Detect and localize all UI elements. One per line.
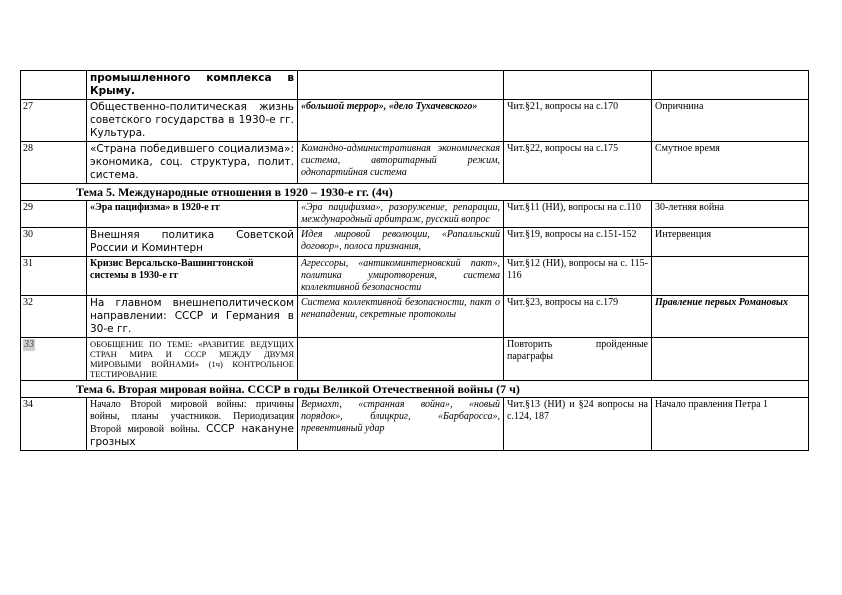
lesson-homework: Чит.§11 (НИ), вопросы на с.110	[504, 201, 652, 228]
table-row	[21, 398, 809, 451]
lesson-terms: Агрессоры, «антикоминтерновский пакт», политика умиротворения, система коллективной безопасности	[298, 257, 504, 296]
lesson-number: 28	[21, 142, 87, 184]
table-row	[21, 257, 809, 296]
lesson-terms: «большой террор», «дело Тухачевского»	[298, 100, 504, 142]
lesson-number: 33	[24, 339, 34, 350]
lesson-number: 32	[21, 296, 87, 338]
lesson-terms: «Эра пацифизма», разоружение, репарации, международный арбитраж, русский вопрос	[298, 201, 504, 228]
lesson-extra	[652, 257, 809, 296]
table-row	[21, 100, 809, 142]
table-row	[21, 338, 809, 381]
document-page	[20, 70, 808, 451]
lesson-homework: Чит.§12 (НИ), вопросы на с. 115-116	[504, 257, 652, 296]
lesson-number: 27	[21, 100, 87, 142]
lesson-number: 34	[21, 398, 87, 451]
lesson-extra	[652, 338, 809, 381]
lesson-extra: Интервенция	[652, 228, 809, 257]
table-row	[21, 296, 809, 338]
lesson-terms: Вермахт, «странная война», «новый порядок», блицкриг, «Барбаросса», превентивный удар	[298, 398, 504, 451]
lesson-topic: На главном внешнеполитическом направлении: СССР и Германия в 30-е гг.	[87, 296, 298, 338]
lesson-topic: промышленного комплекса в Крыму.	[87, 71, 298, 100]
lesson-homework: Чит.§21, вопросы на с.170	[504, 100, 652, 142]
lesson-number	[21, 71, 87, 100]
lesson-topic-line: СССР накануне грозных	[90, 423, 294, 448]
lesson-extra	[652, 71, 809, 100]
lesson-extra: Правление первых Романовых	[652, 296, 809, 338]
lesson-homework: Чит.§13 (НИ) и §24 вопросы на с.124, 187	[504, 398, 652, 451]
lesson-terms: Система коллективной безопасности, пакт о ненападении, секретные протоколы	[298, 296, 504, 338]
lesson-terms: Командно-административная экономическая система, авторитарный режим, однопартийная система	[298, 142, 504, 184]
theme-heading: Тема 5. Международные отношения в 1920 – 1930-е гг. (4ч)	[21, 184, 809, 201]
lesson-topic: Общественно-политическая жизнь советского государства в 1930-е гг. Культура.	[87, 100, 298, 142]
lesson-homework: Чит.§19, вопросы на с.151-152	[504, 228, 652, 257]
lesson-number: 31	[21, 257, 87, 296]
theme-row	[21, 381, 809, 398]
lesson-extra: 30-летняя война	[652, 201, 809, 228]
lesson-plan-table	[20, 70, 809, 451]
lesson-topic: Внешняя политика Советской России и Коминтерн	[87, 228, 298, 257]
theme-heading: Тема 6. Вторая мировая война. СССР в годы Великой Отечественной войны (7 ч)	[21, 381, 809, 398]
lesson-extra: Смутное время	[652, 142, 809, 184]
lesson-number-cell	[21, 338, 87, 381]
table-row	[21, 201, 809, 228]
lesson-topic: ОБОБЩЕНИЕ ПО ТЕМЕ: «РАЗВИТИЕ ВЕДУЩИХ СТРАН МИРА И СССР МЕЖДУ ДВУМЯ МИРОВЫМИ ВОЙНАМИ» (1ч) КОНТРОЛЬНОЕ ТЕСТИРОВАНИЕ	[87, 338, 298, 381]
table-row	[21, 228, 809, 257]
lesson-terms: Идея мировой революции, «Рапалльский договор», полоса признания,	[298, 228, 504, 257]
lesson-topic: «Страна победившего социализма»: экономика, соц. структура, полит. система.	[87, 142, 298, 184]
lesson-extra: Опричнина	[652, 100, 809, 142]
theme-row	[21, 184, 809, 201]
table-row	[21, 71, 809, 100]
lesson-topic	[87, 398, 298, 451]
table-row	[21, 142, 809, 184]
lesson-homework: Повторить пройденные параграфы	[504, 338, 652, 381]
lesson-extra: Начало правления Петра 1	[652, 398, 809, 451]
lesson-homework: Чит.§22, вопросы на с.175	[504, 142, 652, 184]
lesson-number: 30	[21, 228, 87, 257]
lesson-topic: Кризис Версальско-Вашингтонской системы в 1930-е гг	[87, 257, 298, 296]
lesson-terms	[298, 71, 504, 100]
lesson-topic: «Эра пацифизма» в 1920-е гг	[87, 201, 298, 228]
lesson-topic-line: Начало Второй мировой войны: причины войны, планы участников. Периодизация Второй мировой войны.	[90, 399, 294, 435]
lesson-terms	[298, 338, 504, 381]
lesson-homework: Чит.§23, вопросы на с.179	[504, 296, 652, 338]
lesson-homework	[504, 71, 652, 100]
lesson-number: 29	[21, 201, 87, 228]
